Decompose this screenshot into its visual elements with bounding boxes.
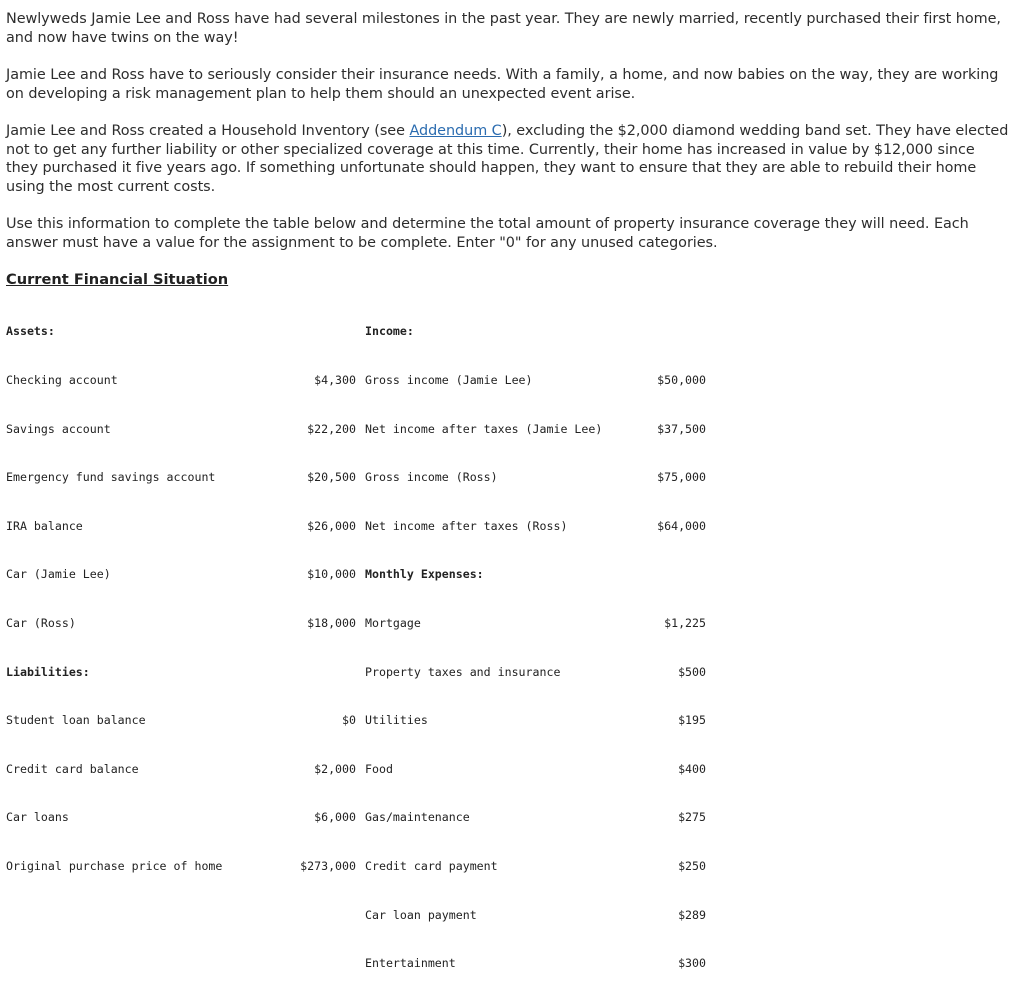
left-value: $10,000 <box>307 567 356 582</box>
left-label: Checking account <box>6 373 118 387</box>
section-title: Current Financial Situation <box>6 271 229 288</box>
assets-heading: Assets: <box>6 324 55 339</box>
left-label: Original purchase price of home <box>6 858 223 873</box>
intro-paragraph: Newlyweds Jamie Lee and Ross have had several milestones in the past year. They are newly married, recently purchased their first home, and now have twins on the way! <box>6 11 1001 46</box>
right-labels-column <box>365 291 645 988</box>
right-label: Net income after taxes (Jamie Lee) <box>365 421 603 436</box>
right-value: $75,000 <box>657 470 706 485</box>
right-label: Car loan payment <box>365 907 477 922</box>
inventory-text-start: Jamie Lee and Ross created a Household Inventory (see <box>6 123 410 139</box>
left-value: $273,000 <box>300 858 356 873</box>
insurance-needs-paragraph: Jamie Lee and Ross have to seriously consider their insurance needs. With a family, a home, and now babies on the way, they are working on developing a risk management plan to help them should an unexpected event arise. <box>6 67 999 102</box>
right-label: Entertainment <box>365 956 456 971</box>
left-label: IRA balance <box>6 518 83 533</box>
addendum-c-link[interactable]: Addendum C <box>409 123 502 139</box>
right-value <box>636 323 706 339</box>
left-value: $4,300 <box>314 373 356 387</box>
left-value: $6,000 <box>314 810 356 825</box>
left-value <box>280 323 356 339</box>
right-label: Net income after taxes (Ross) <box>365 518 568 533</box>
left-value <box>280 664 356 680</box>
income-heading: Income: <box>365 324 414 339</box>
left-value: $26,000 <box>307 518 356 533</box>
right-label: Utilities <box>365 713 428 728</box>
liabilities-heading: Liabilities: <box>6 664 90 679</box>
left-value: $18,000 <box>307 615 356 630</box>
right-label: Gas/maintenance <box>365 810 470 825</box>
left-value: $20,500 <box>307 470 356 485</box>
right-value: $37,500 <box>657 421 706 436</box>
right-label: Food <box>365 761 393 776</box>
left-value: $2,000 <box>314 761 356 776</box>
right-values-column <box>636 291 706 988</box>
right-label: Mortgage <box>365 615 421 630</box>
right-value: $250 <box>678 858 706 873</box>
left-label: Car loans <box>6 810 69 825</box>
right-value <box>636 566 706 582</box>
right-value: $500 <box>678 664 706 679</box>
left-value: $0 <box>342 713 356 728</box>
right-value: $300 <box>678 956 706 971</box>
right-value: $400 <box>678 761 706 776</box>
instructions-paragraph: Use this information to complete the table below and determine the total amount of property insurance coverage they will need. Each answer must have a value for the assignment to be complete. Enter "0" for any unused categories. <box>6 216 969 251</box>
monthly-expenses-heading: Monthly Expenses: <box>365 567 484 582</box>
left-value: $22,200 <box>307 421 356 436</box>
household-inventory-paragraph <box>6 122 1011 196</box>
left-labels-column <box>6 291 296 890</box>
left-label: Credit card balance <box>6 761 139 776</box>
inventory-text-end: ), excluding the $2,000 diamond wedding band set. They have elected not to get any further liability or other specialized coverage at this time. Currently, their home has increased in value by $12,000 since they purchased it five years ago. If something unfortunate should happen, they want to ensure that they are able to rebuild their home using the most current costs. <box>6 123 1009 195</box>
right-value: $289 <box>678 907 706 922</box>
left-values-column <box>280 291 356 890</box>
right-value: $275 <box>678 810 706 825</box>
right-value: $195 <box>678 713 706 728</box>
left-label: Emergency fund savings account <box>6 470 216 485</box>
right-value: $1,225 <box>664 615 706 630</box>
right-value: $50,000 <box>657 373 706 387</box>
right-label: Gross income (Ross) <box>365 470 498 485</box>
left-label: Car (Jamie Lee) <box>6 567 111 582</box>
left-label: Savings account <box>6 421 111 436</box>
left-label: Car (Ross) <box>6 615 76 630</box>
right-label: Gross income (Jamie Lee) <box>365 373 533 387</box>
right-label: Credit card payment <box>365 858 498 873</box>
right-label: Property taxes and insurance <box>365 664 561 679</box>
left-label: Student loan balance <box>6 713 146 728</box>
right-value: $64,000 <box>657 518 706 533</box>
